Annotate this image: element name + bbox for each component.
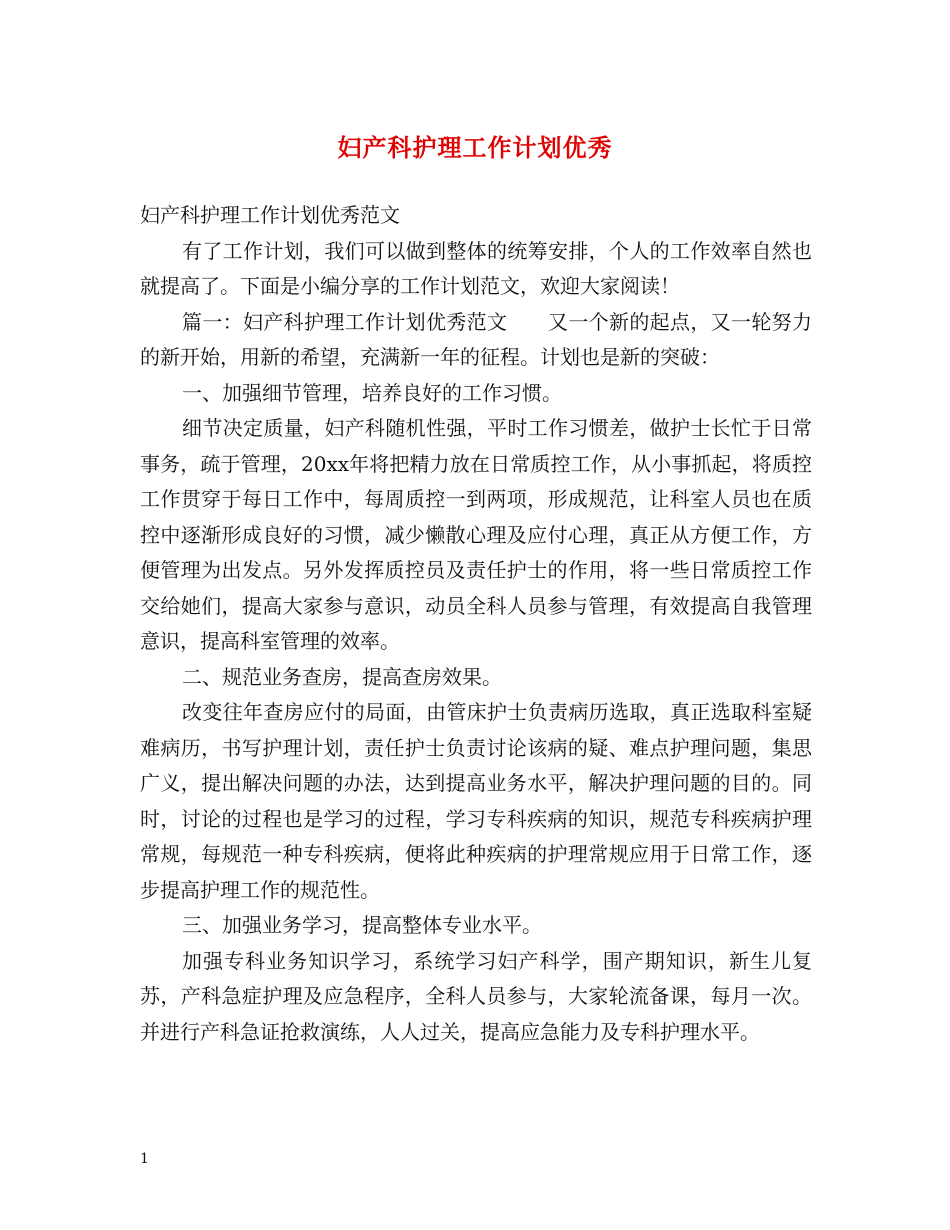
section-heading-one: 一、加强细节管理，培养良好的工作习惯。 bbox=[182, 380, 562, 405]
paragraph-professional-study: 加强专科业务知识学习，系统学习妇产科学，围产期知识，新生儿复苏，产科急症护理及应急程序，全科人员参与，大家轮流备课，每月一次。并进行产科急证抢救演练，人人过关，提高应急能力及专科护理水平。 bbox=[140, 948, 812, 1044]
page-number: 1 bbox=[140, 1151, 149, 1167]
paragraph-chapter-one: 篇一：妇产科护理工作计划优秀范文 又一个新的起点，又一轮努力的新开始，用新的希望，充满新一年的征程。计划也是新的突破： bbox=[140, 309, 812, 369]
paragraph-intro: 有了工作计划，我们可以做到整体的统筹安排，个人的工作效率自然也就提高了。下面是小编分享的工作计划范文，欢迎大家阅读！ bbox=[140, 238, 812, 298]
document-subtitle: 妇产科护理工作计划优秀范文 bbox=[140, 203, 400, 227]
document-body bbox=[140, 198, 812, 1050]
document-title: 妇产科护理工作计划优秀 bbox=[337, 133, 613, 162]
paragraph-detail-management: 细节决定质量，妇产科随机性强，平时工作习惯差，做护士长忙于日常事务，疏于管理，20xx年将把精力放在日常质控工作，从小事抓起，将质控工作贯穿于每日工作中，每周质控一到两项，形成规范，让科室人员也在质控中逐渐形成良好的习惯，减少懒散心理及应付心理，真正从方便工作，方便管理为出发点。另外发挥质控员及责任护士的作用，将一些日常质控工作交给她们，提高大家参与意识，动员全科人员参与管理，有效提高自我管理意识，提高科室管理的效率。 bbox=[140, 416, 812, 653]
paragraph-ward-rounds: 改变往年查房应付的局面，由管床护士负责病历选取，真正选取科室疑难病历，书写护理计划，责任护士负责讨论该病的疑、难点护理问题，集思广义，提出解决问题的办法，达到提高业务水平，解决护理问题的目的。同时，讨论的过程也是学习的过程，学习专科疾病的知识，规范专科疾病护理常规，每规范一种专科疾病，便将此种疾病的护理常规应用于日常工作，逐步提高护理工作的规范性。 bbox=[140, 700, 812, 902]
section-heading-two: 二、规范业务查房，提高查房效果。 bbox=[182, 664, 502, 689]
section-heading-three: 三、加强业务学习，提高整体专业水平。 bbox=[182, 913, 542, 937]
